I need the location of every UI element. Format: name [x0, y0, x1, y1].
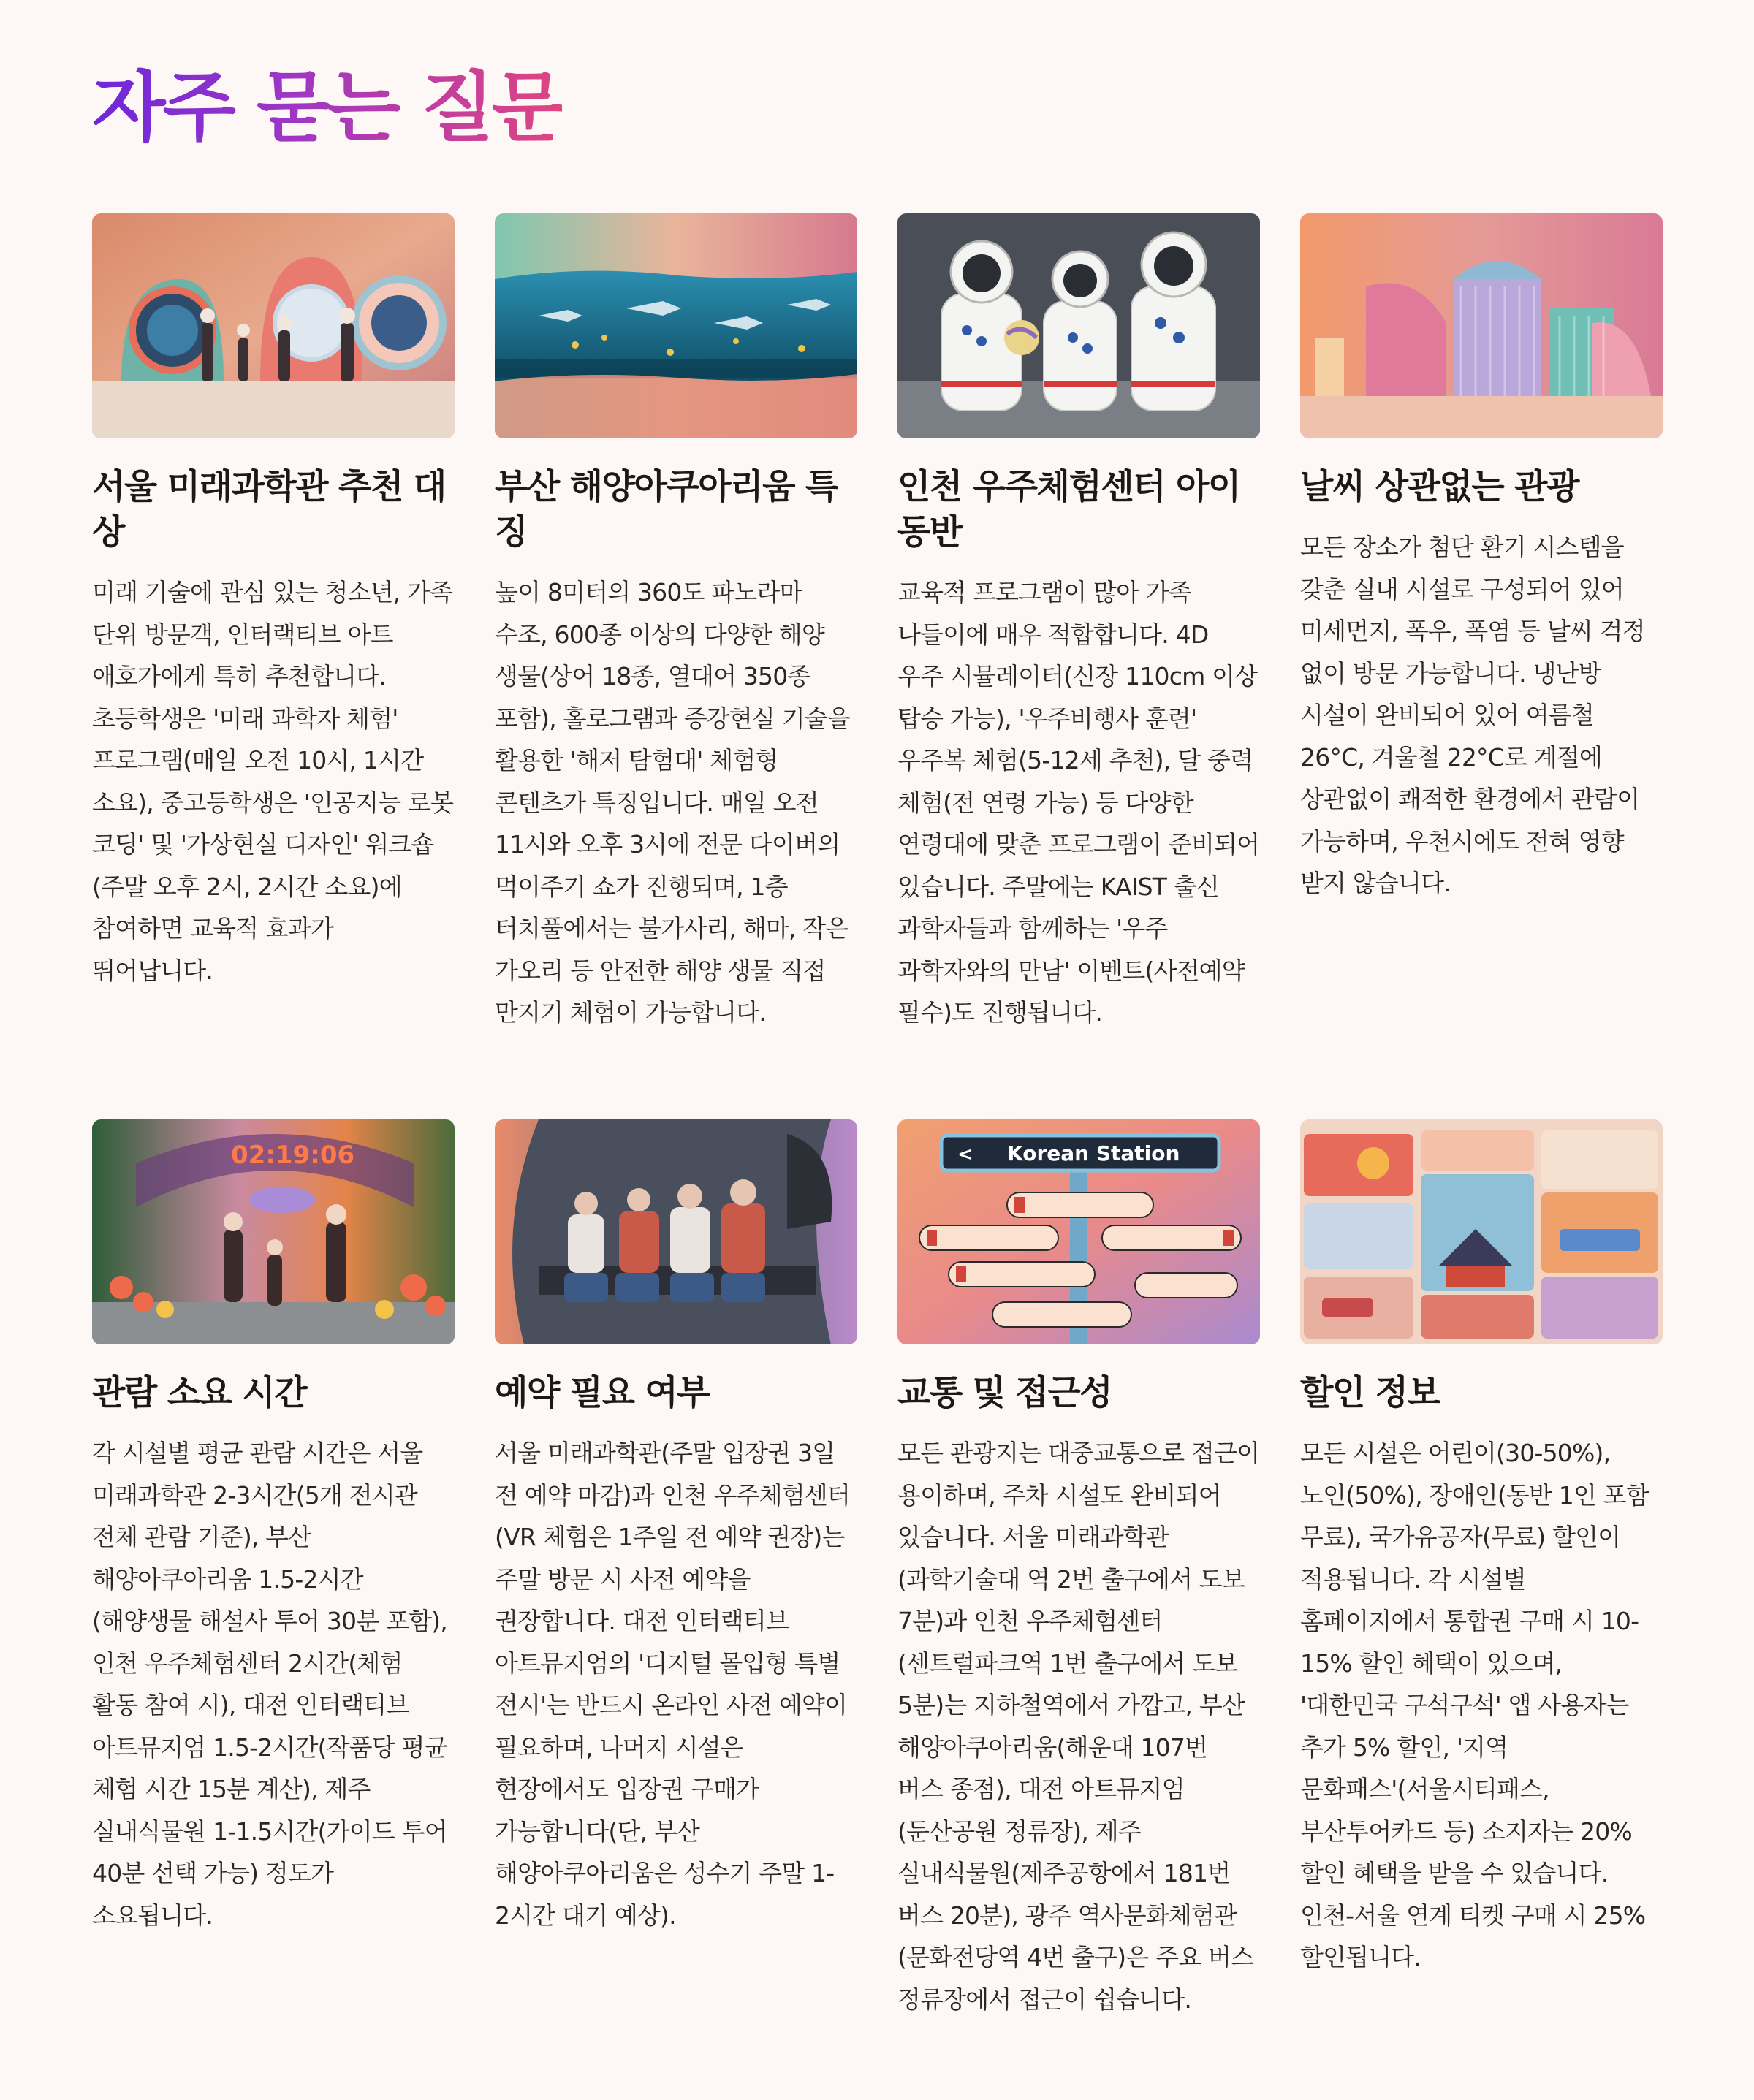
card-body: 교육적 프로그램이 많아 가족 나들이에 매우 적합합니다. 4D 우주 시뮬레이터(신장 110cm 이상 탑승 가능), '우주비행사 훈련' 우주복 체험(5-12세 추천), 달 중력 체험(전 연령 가능) 등 다양한 연령대에 맞춘 프로그램이 준비되어 있습니다. 주말에는 KAIST 출신 과학자들과 함께하는 '우주 과학자와의 만남' 이벤트(사전예약 필수)도 진행됩니다.	[897, 578, 1260, 1027]
card-title: 할인 정보	[1300, 1373, 1440, 1413]
card-title: 관람 소요 시간	[92, 1373, 307, 1413]
card-body: 서울 미래과학관(주말 입장권 3일 전 예약 마감)과 인천 우주체험센터(VR 체험은 1주일 전 예약 권장)는 주말 방문 시 사전 예약을 권장합니다. 대전 인터랙티브 아트뮤지엄의 '디지털 몰입형 특별 전시'는 반드시 온라인 사전 예약이 필요하며, 나머지 시설은 현장에서도 입장권 구매가 가능합니다(단, 부산 해양아쿠아리움은 성수기 주말 1-2시간 대기 예상).	[495, 1439, 850, 1930]
card-body: 모든 장소가 첨단 환기 시스템을 갖춘 실내 시설로 구성되어 있어 미세먼지, 폭우, 폭염 등 날씨 걱정 없이 방문 가능합니다. 냉난방 시설이 완비되어 있어 여름철 26°C, 겨울철 22°C로 계절에 상관없이 쾌적한 환경에서 관람이 가능하며, 우천시에도 전혀 영향 받지 않습니다.	[1300, 533, 1645, 897]
card-body: 모든 관광지는 대중교통으로 접근이 용이하며, 주차 시설도 완비되어 있습니다. 서울 미래과학관(과학기술대 역 2번 출구에서 도보 7분)과 인천 우주체험센터(센트럴파크역 1번 출구에서 도보 5분)는 지하철역에서 가깝고, 부산 해양아쿠아리움(해운대 107번 버스 종점), 대전 아트뮤지엄(둔산공원 정류장), 제주 실내식물원(제주공항에서 181번 버스 20분), 광주 역사문화체험관(문화전당역 4번 출구)은 주요 버스 정류장에서 접근이 쉽습니다.	[897, 1439, 1260, 2014]
clock-display: 02:19:06	[231, 1141, 355, 1170]
indoor-architecture-image	[1300, 213, 1663, 438]
faq-card	[1300, 213, 1663, 1119]
science-museum-exhibit-image	[92, 213, 455, 438]
card-body: 미래 기술에 관심 있는 청소년, 가족 단위 방문객, 인터랙티브 아트 애호가에게 특히 추천합니다. 초등학생은 '미래 과학자 체험' 프로그램(매일 오전 10시, 1시간 소요), 중고등학생은 '인공지능 로봇 코딩' 및 '가상현실 디자인' 워크숍(주말 오후 2시, 2시간 소요)에 참여하면 교육적 효과가 뛰어납니다.	[92, 578, 454, 985]
card-body: 높이 8미터의 360도 파노라마 수조, 600종 이상의 다양한 해양 생물(상어 18종, 열대어 350종 포함), 홀로그램과 증강현실 기술을 활용한 '해저 탐험대' 체험형 콘텐츠가 특징입니다. 매일 오전 11시와 오후 3시에 전문 다이버의 먹이주기 쇼가 진행되며, 1층 터치풀에서는 불가사리, 해마, 작은 가오리 등 안전한 해양 생물 직접 만지기 체험이 가능합니다.	[495, 578, 850, 1027]
people-with-phones-image	[495, 1119, 857, 1344]
aquarium-tank-image	[495, 213, 857, 438]
station-sign: Korean Station	[1007, 1141, 1180, 1165]
faq-card	[92, 213, 455, 1119]
faq-card	[495, 1119, 857, 1996]
faq-card	[495, 213, 857, 1119]
faq-grid	[92, 213, 1662, 2014]
faq-card	[92, 1119, 455, 1996]
astronaut-kids-image	[897, 213, 1260, 438]
faq-card	[897, 1119, 1260, 2014]
faq-card	[1300, 1119, 1663, 1996]
discount-tickets-image	[1300, 1119, 1663, 1344]
card-title: 날씨 상관없는 관광	[1300, 467, 1579, 507]
svg-text:<: <	[957, 1144, 973, 1165]
card-title: 인천 우주체험센터 아이 동반	[897, 467, 1240, 552]
botanical-garden-clock-image	[92, 1119, 455, 1344]
direction-signpost-image	[897, 1119, 1260, 1344]
card-body: 모든 시설은 어린이(30-50%), 노인(50%), 장애인(동반 1인 포함 무료), 국가유공자(무료) 할인이 적용됩니다. 각 시설별 홈페이지에서 통합권 구매 시 10-15% 할인 혜택이 있으며, '대한민국 구석구석' 앱 사용자는 추가 5% 할인, '지역 문화패스'(서울시티패스, 부산투어카드 등) 소지자는 20% 할인 혜택을 받을 수 있습니다. 인천-서울 연계 티켓 구매 시 25% 할인됩니다.	[1300, 1439, 1649, 1971]
faq-card	[897, 213, 1260, 1119]
card-title: 예약 필요 여부	[495, 1373, 710, 1413]
card-title: 서울 미래과학관 추천 대상	[92, 467, 446, 552]
card-body: 각 시설별 평균 관람 시간은 서울 미래과학관 2-3시간(5개 전시관 전체 관람 기준), 부산 해양아쿠아리움 1.5-2시간(해양생물 해설사 투어 30분 포함), 인천 우주체험센터 2시간(체험 활동 참여 시), 대전 인터랙티브 아트뮤지엄 1.5-2시간(작품당 평균 체험 시간 15분 계산), 제주 실내식물원 1-1.5시간(가이드 투어 40분 선택 가능) 정도가 소요됩니다.	[92, 1439, 447, 1930]
page-title: 자주 묻는 질문	[92, 63, 563, 152]
card-title: 교통 및 접근성	[897, 1373, 1112, 1413]
card-title: 부산 해양아쿠아리움 특징	[495, 467, 838, 552]
